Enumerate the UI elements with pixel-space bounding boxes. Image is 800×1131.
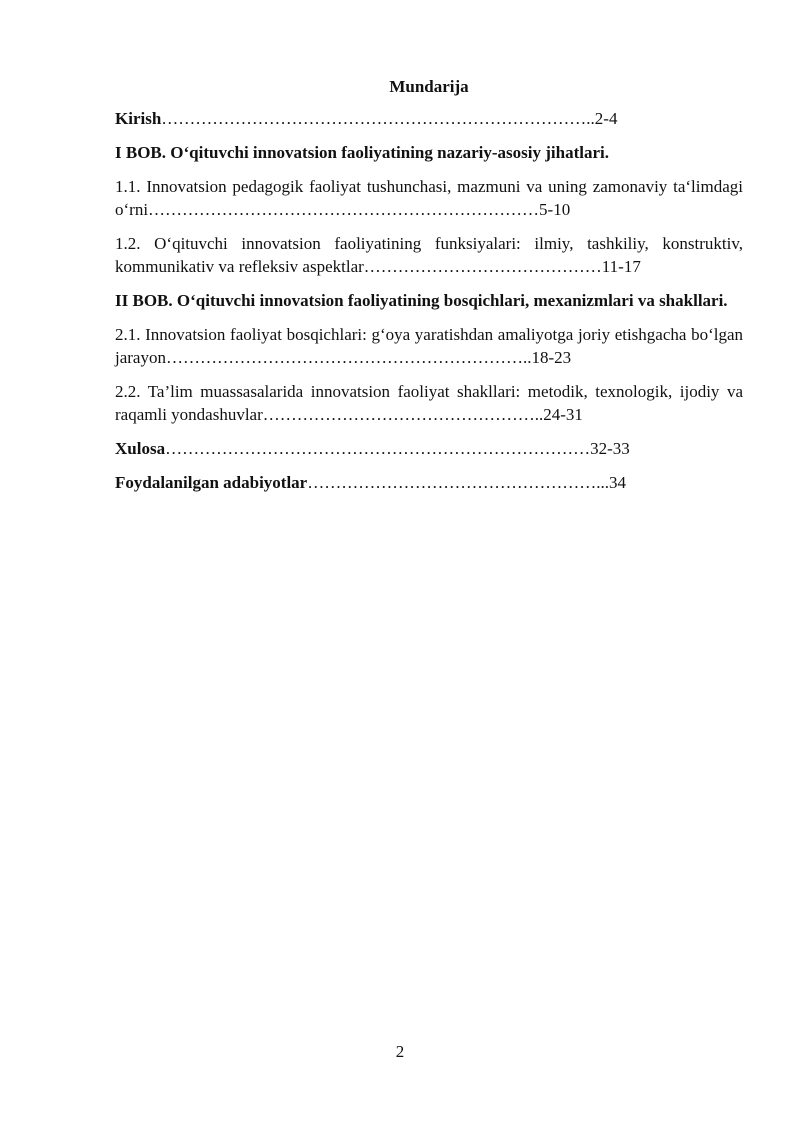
toc-entry-leader: ………………………………………………………………….. [161,109,595,128]
toc-chapter-1-heading: I BOB. O‘qituvchi innovatsion faoliyatining nazariy-asosiy jihatlari. [115,143,610,162]
page-number: 2 [395,1042,405,1061]
table-of-contents [115,76,743,505]
toc-title: Mundarija [389,77,469,96]
toc-entry-pages: 32-33 [590,439,630,458]
toc-entry-text: 2.1. Innovatsion faoliyat bosqichlari: g‘oya yaratishdan amaliyotga joriy etishgacha bo‘lgan jarayon [115,325,743,367]
toc-entry-leader: ……………………………………………... [307,473,609,492]
toc-entry-pages: 18-23 [531,348,572,367]
toc-entry-xulosa [115,437,743,460]
toc-entry-kirish [115,107,743,130]
toc-entry-label: Foydalanilgan adabiyotlar [115,473,308,492]
toc-entry-pages: 2-4 [594,109,618,128]
toc-entry-bibliography [115,471,743,494]
toc-entry-text: 1.1. Innovatsion pedagogik faoliyat tushunchasi, mazmuni va uning zamonaviy ta‘limdagi o‘rni [115,177,743,219]
toc-entry-label: Xulosa [115,439,166,458]
toc-entry-2-1 [115,323,743,369]
toc-entry-text: 1.2. O‘qituvchi innovatsion faoliyatining funksiyalari: ilmiy, tashkiliy, konstruktiv, kommunikativ va refleksiv aspektlar [115,234,743,276]
toc-entry-pages: 34 [608,473,626,492]
toc-entry-pages: 24-31 [543,405,583,424]
toc-entry-leader: …………………………………………………………… [148,200,540,219]
toc-entry-2-2 [115,380,743,426]
toc-entry-pages: 11-17 [601,257,641,276]
toc-entry-label: Kirish [115,109,162,128]
toc-entry-leader: ………………………………………………………………… [165,439,591,458]
toc-entry-leader: …………………………………… [363,257,602,276]
toc-entry-leader: ……………………………………………………….. [165,348,532,367]
toc-entry-1-1 [115,175,743,221]
toc-entry-pages: 5-10 [539,200,571,219]
toc-entry-text: 2.2. Ta’lim muassasalarida innovatsion faoliyat shakllari: metodik, texnologik, ijodiy va raqamli yondashuvlar [115,382,743,424]
toc-entry-1-2 [115,232,743,278]
toc-chapter-2-heading: II BOB. O‘qituvchi innovatsion faoliyatining bosqichlari, mexanizmlari va shakllari. [115,291,728,310]
toc-entry-leader: ………………………………………….. [262,405,544,424]
